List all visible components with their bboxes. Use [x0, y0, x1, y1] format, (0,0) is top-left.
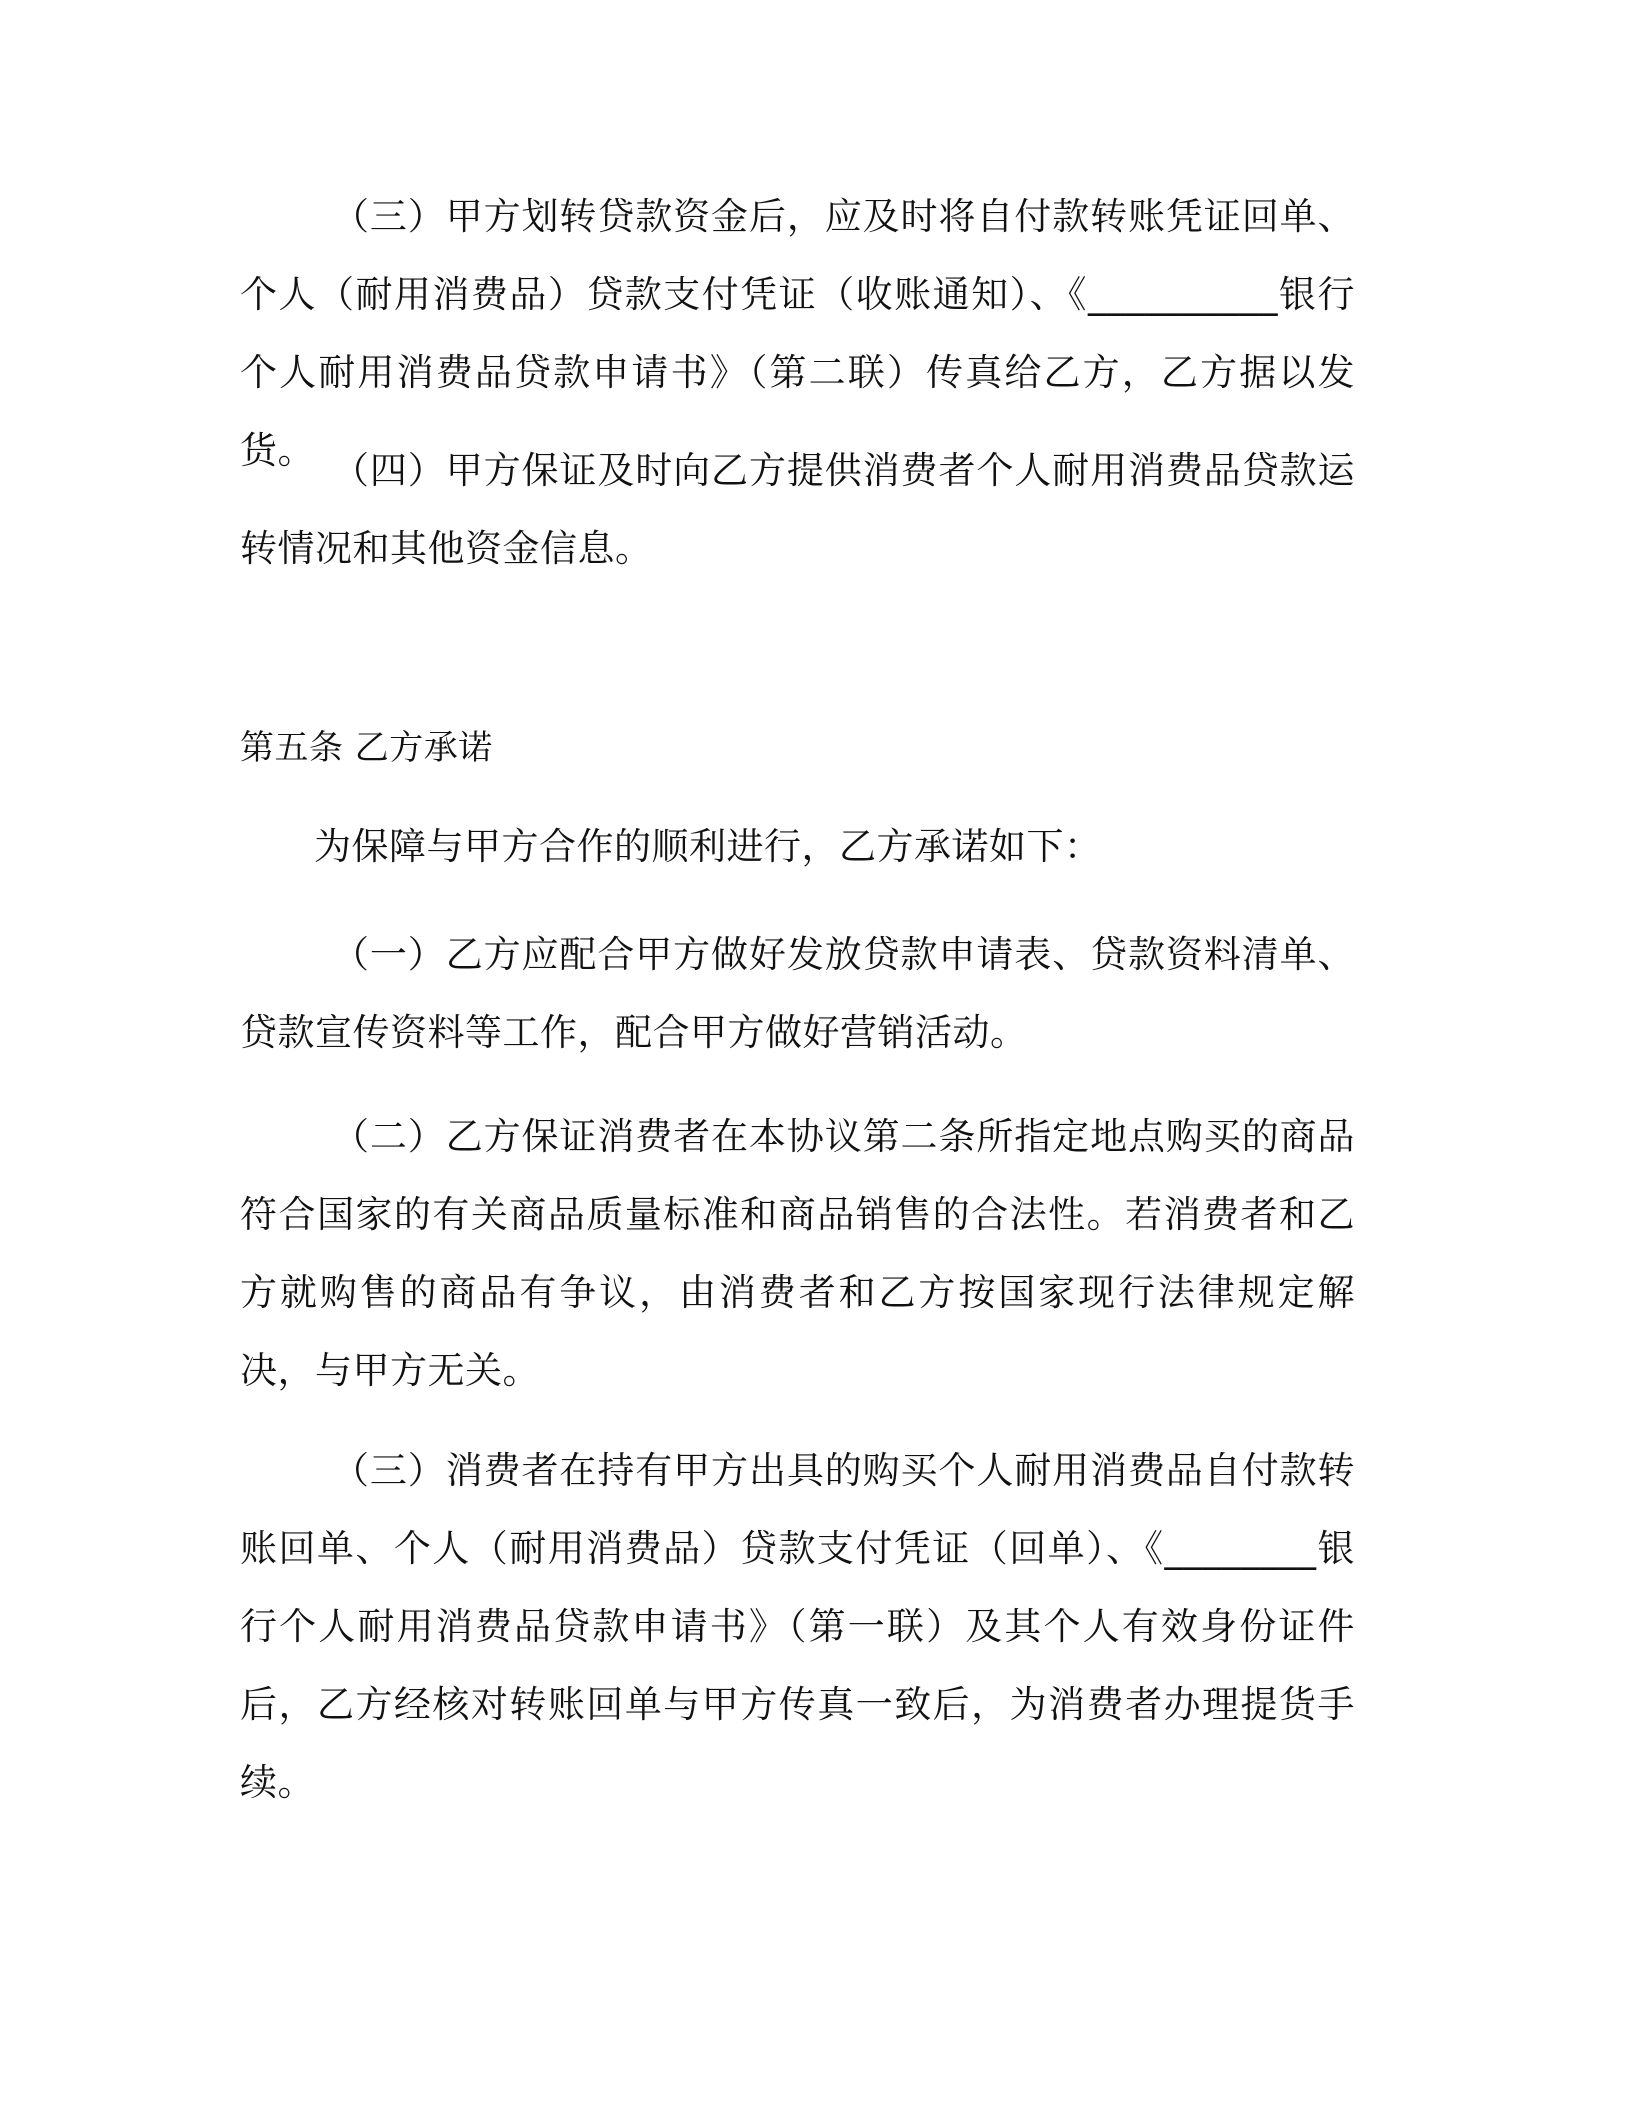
section5-item3-paragraph: （三）消费者在持有甲方出具的购买个人耐用消费品自付款转账回单、个人（耐用消费品）贷款支付凭证（回单）、《________银行个人耐用消费品贷款申请书》（第一联）及其个人有效身份证件后，乙方经核对转账回单与甲方传真一致后，为消费者办理提货手续。 [240, 1449, 1355, 1804]
section5-item2-paragraph: （二）乙方保证消费者在本协议第二条所指定地点购买的商品符合国家的有关商品质量标准和商品销售的合法性。若消费者和乙方就购售的商品有争议，由消费者和乙方按国家现行法律规定解决，与甲方无关。 [240, 1115, 1355, 1392]
section5-heading: 第五条 乙方承诺 [240, 728, 493, 768]
section5-intro-paragraph: 为保障与甲方合作的顺利进行，乙方承诺如下： [314, 825, 1102, 868]
section5-item1-paragraph: （一）乙方应配合甲方做好发放贷款申请表、贷款资料清单、贷款宣传资料等工作，配合甲方做好营销活动。 [240, 933, 1355, 1054]
section4-item3-paragraph: （三）甲方划转贷款资金后，应及时将自付款转账凭证回单、个人（耐用消费品）贷款支付凭证（收账通知）、《__________银行个人耐用消费品贷款申请书》（第二联）传真给乙方，乙方据以发货。 [240, 195, 1355, 472]
section4-item4-paragraph: （四）甲方保证及时向乙方提供消费者个人耐用消费品贷款运转情况和其他资金信息。 [240, 449, 1355, 570]
